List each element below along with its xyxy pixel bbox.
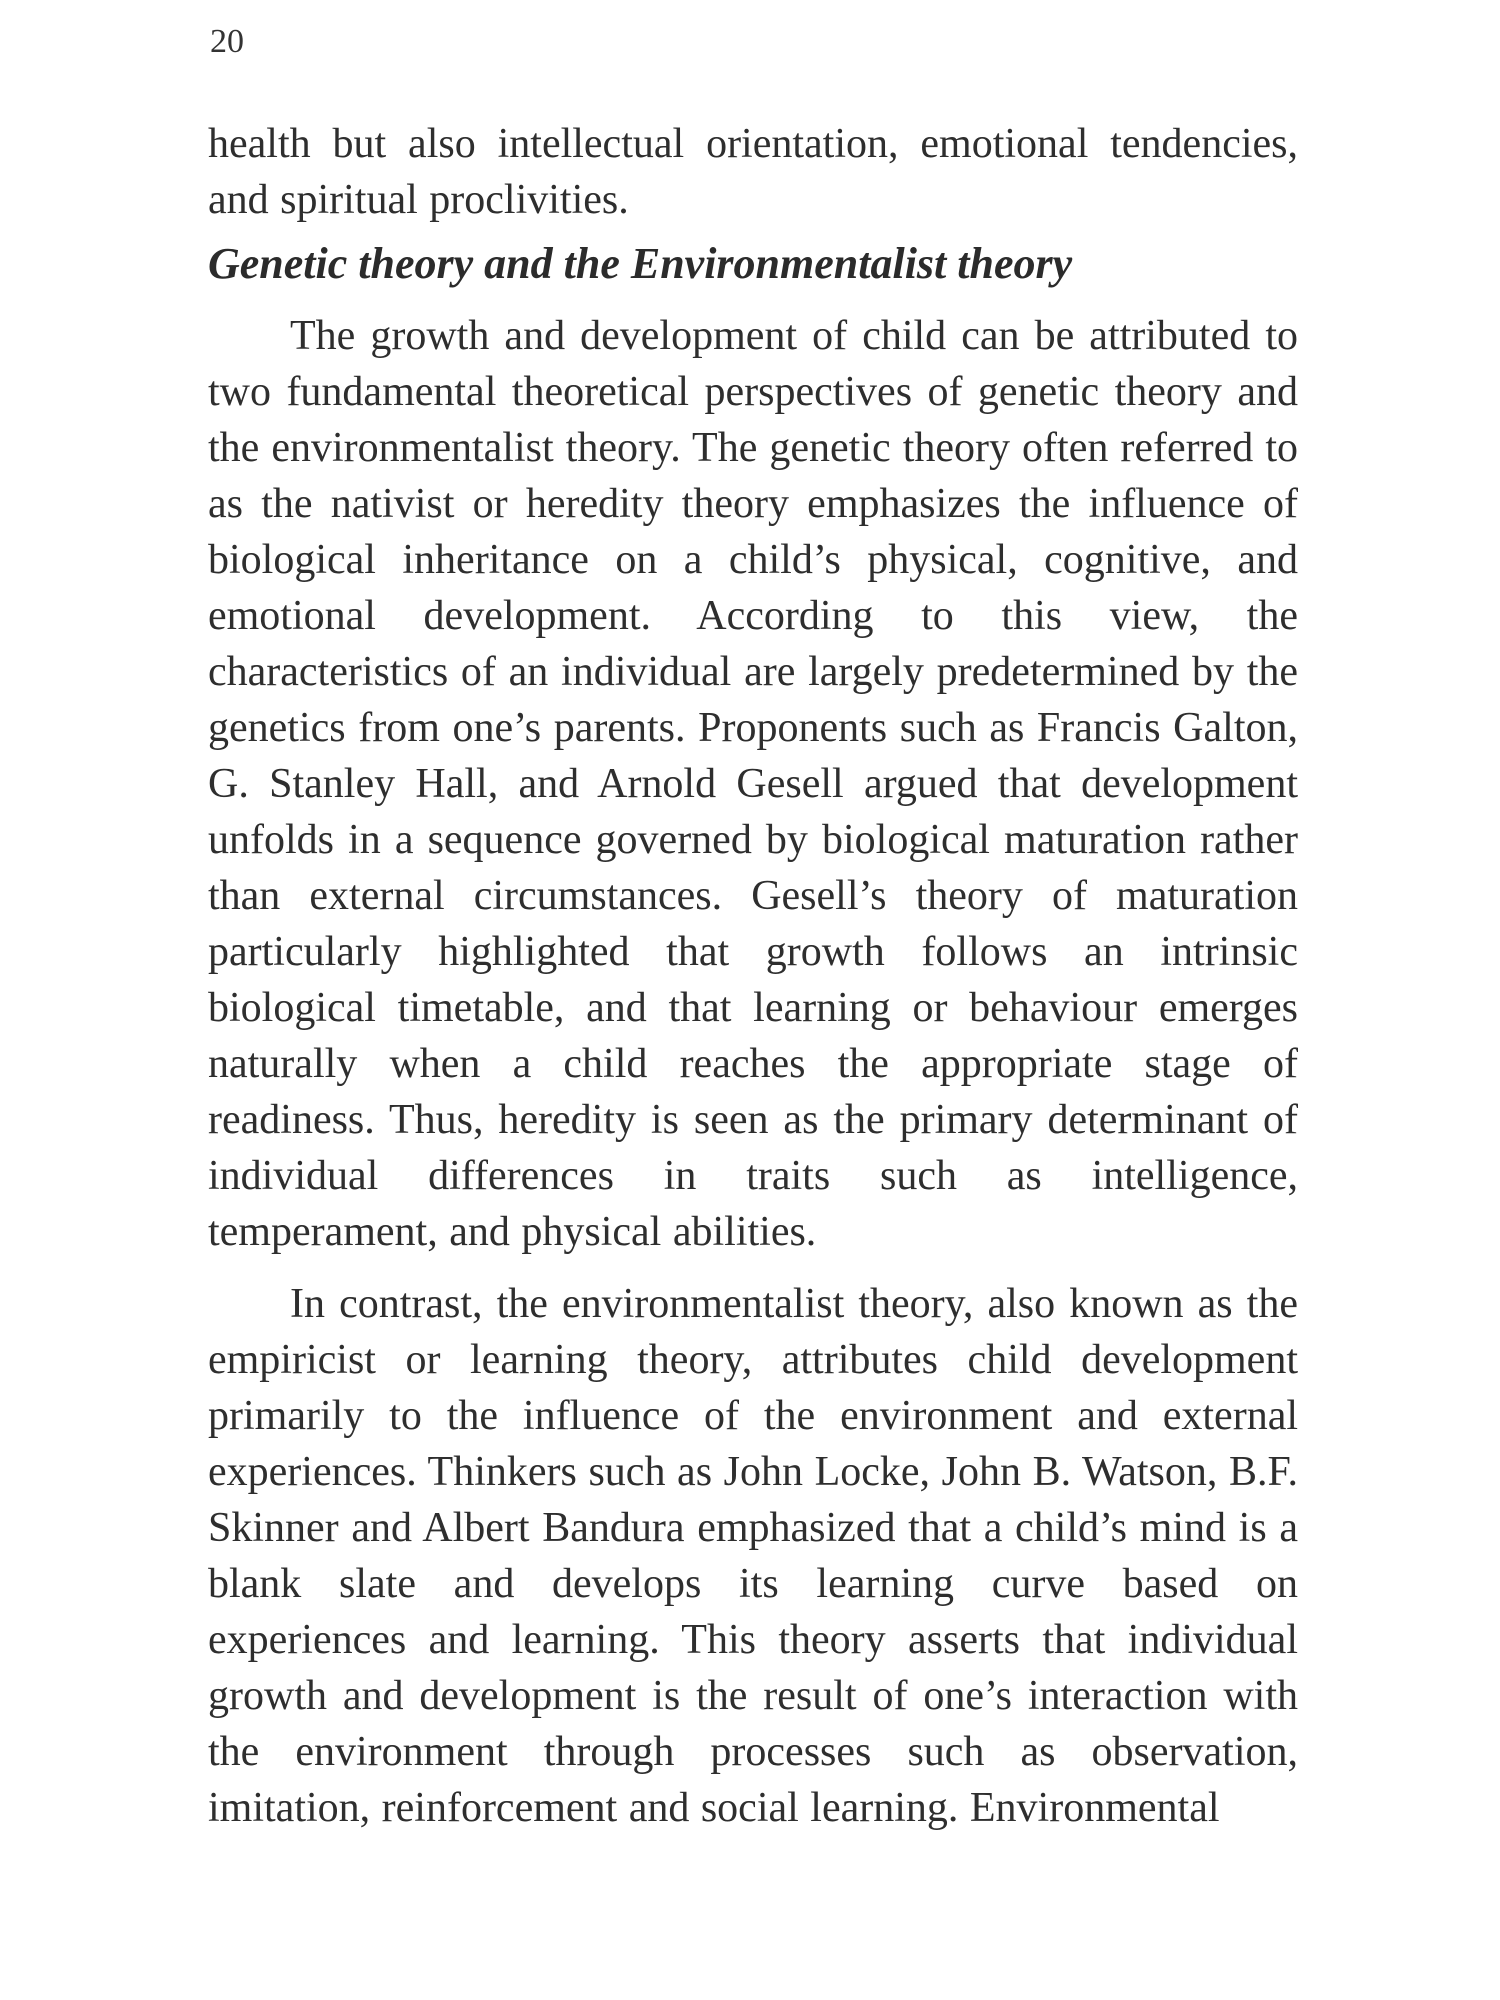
page-number: 20 — [210, 23, 244, 60]
section-heading: Genetic theory and the Environmentalist theory — [208, 239, 1073, 288]
paragraph-genetic-theory: The growth and development of child can be attributed to two fundamental theoretical perspectives of genetic theory and the environmentalist theory. The genetic theory often referred to as the nativist or heredity theory emphasizes the influence of biological inheritance on a child’s physical, cognitive, and emotional development. According to this view, the characteristics of an individual are largely predetermined by the genetics from one’s parents. Proponents such as Francis Galton, G. Stanley Hall, and Arnold Gesell argued that development unfolds in a sequence governed by biological maturation rather than external circumstances. Gesell’s theory of maturation particularly highlighted that growth follows an intrinsic biological timetable, and that learning or behaviour emerges naturally when a child reaches the appropriate stage of readiness. Thus, heredity is seen as the primary determinant of individual differences in traits such as intelligence, temperament, and physical abilities. — [208, 313, 1298, 1255]
paragraph-environmentalist-theory: In contrast, the environmentalist theory, also known as the empiricist or learning theory, attributes child development primarily to the influence of the environment and external experiences. Thinkers such as John Locke, John B. Watson, B.F. Skinner and Albert Bandura emphasized that a child’s mind is a blank slate and develops its learning curve based on experiences and learning. This theory asserts that individual growth and development is the result of one’s interaction with the environment through processes such as observation, imitation, reinforcement and social learning. Environmental — [208, 1281, 1298, 1831]
continued-paragraph: health but also intellectual orientation, emotional tendencies, and spiritual proclivities. — [208, 121, 1298, 223]
page-body — [208, 116, 1298, 1836]
